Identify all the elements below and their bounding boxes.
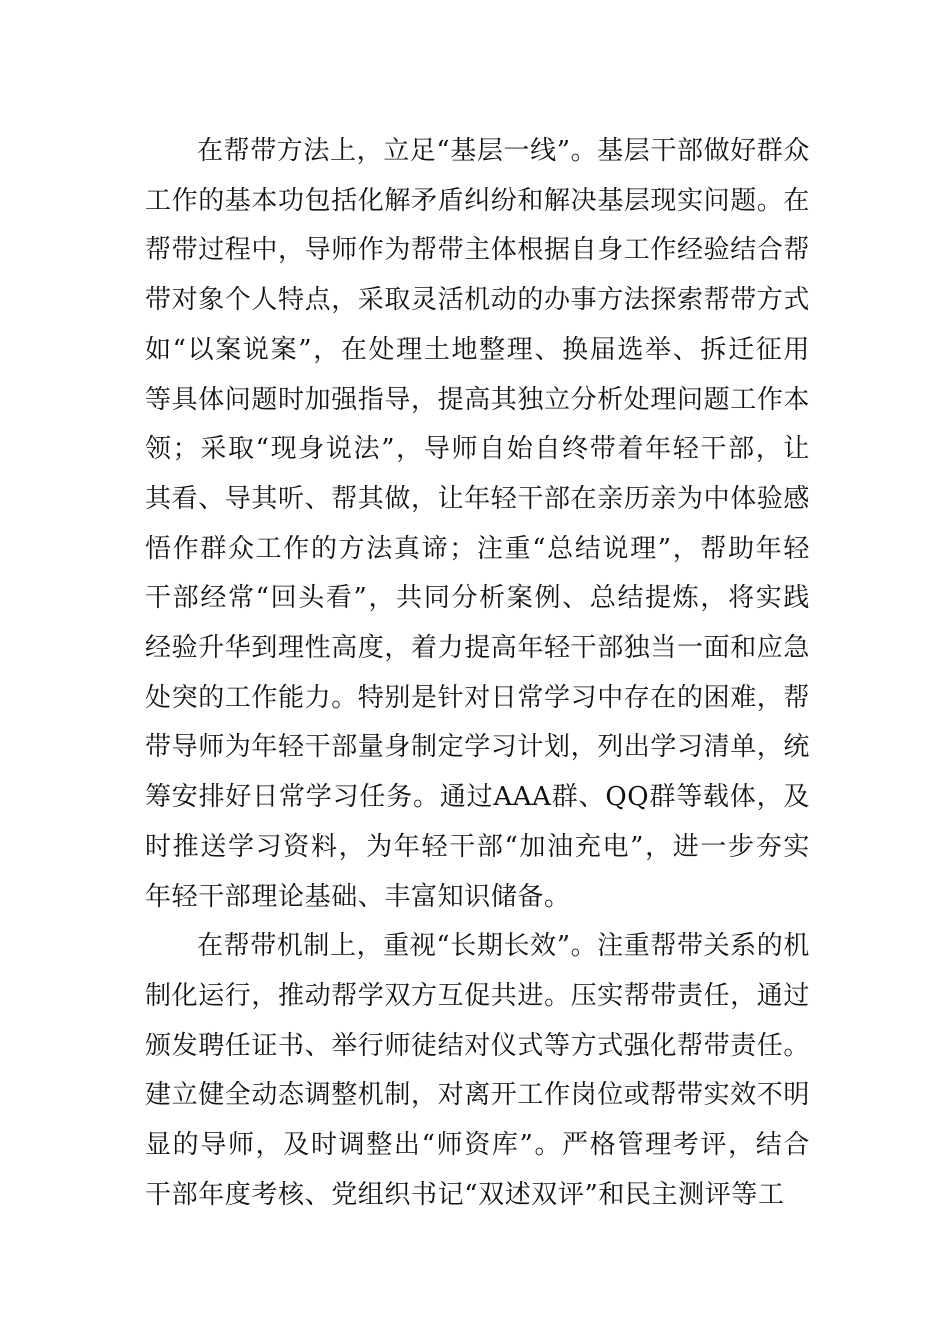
paragraph-mentoring-method: 在帮带方法上，立足“基层一线”。基层干部做好群众工作的基本功包括化解矛盾纠纷和解决基层现实问题。在帮带过程中，导师作为帮带主体根据自身工作经验结合帮带对象个人特点，采取灵活机动的办事方法探索帮带方式如“以案说案”，在处理土地整理、换届选举、拆迁征用等具体问题时加强指导，提高其独立分析处理问题工作本领；采取“现身说法”，导师自始自终带着年轻干部，让其看、导其听、帮其做，让年轻干部在亲历亲为中体验感悟作群众工作的方法真谛；注重“总结说理”，帮助年轻干部经常“回头看”，共同分析案例、总结提炼，将实践经验升华到理性高度，着力提高年轻干部独当一面和应急处突的工作能力。特别是针对日常学习中存在的困难，帮带导师为年轻干部量身制定学习计划，列出学习清单，统筹安排好日常学习任务。通过AAA群、QQ群等载体，及时推送学习资料，为年轻干部“加油充电”，进一步夯实年轻干部理论基础、丰富知识储备。 <box>145 136 811 912</box>
paragraph-mentoring-mechanism: 在帮带机制上，重视“长期长效”。注重帮带关系的机制化运行，推动帮学双方互促共进。压实帮带责任，通过颁发聘任证书、举行师徒结对仪式等方式强化帮带责任。建立健全动态调整机制，对离开工作岗位或帮带实效不明显的导师，及时调整出“师资库”。严格管理考评，结合干部年度考核、党组织书记“双述双评”和民主测评等工 <box>145 931 811 1210</box>
document-body <box>145 127 810 1220</box>
